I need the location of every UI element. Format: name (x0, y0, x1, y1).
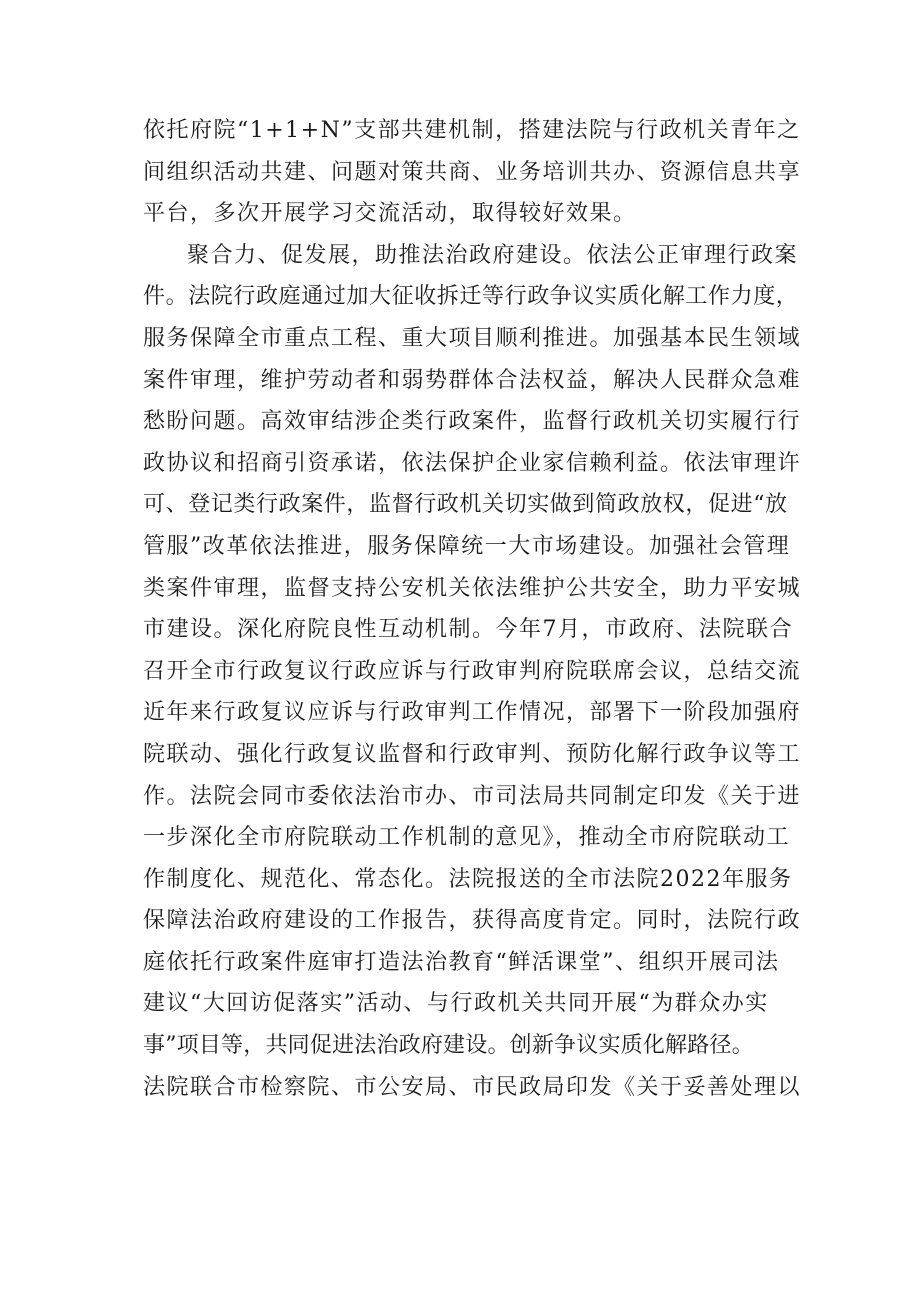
text-line: 依托府院“1+1+N”支部共建机制，搭建法院与行政机关青年之 (143, 118, 801, 143)
text-line: 保障法治政府建设的工作报告，获得高度肯定。同时，法院行政 (143, 908, 802, 934)
text-line: 建议“大回访促落实”活动、与行政机关共同开展“为群众办实 (143, 991, 769, 1017)
text-line: 服务保障全市重点工程、重大项目顺利推进。加强基本民生领域 (143, 325, 802, 351)
text-line: 类案件审理，监督支持公安机关依法维护公共安全，助力平安城 (143, 575, 802, 601)
body-text (143, 110, 803, 1108)
text-line: 法院联合市检察院、市公安局、市民政局印发《关于妥善处理以 (143, 1074, 802, 1100)
text-line: 召开全市行政复议行政应诉与行政审判府院联席会议，总结交流 (143, 658, 802, 684)
text-line: 作。法院会同市委依法治市办、市司法局共同制定印发《关于进 (143, 783, 802, 809)
text-line: 件。法院行政庭通过加大征收拆迁等行政争议实质化解工作力度， (143, 284, 799, 310)
text-line: 管服”改革依法推进，服务保障统一大市场建设。加强社会管理 (143, 533, 791, 559)
text-line: 可、登记类行政案件，监督行政机关切实做到简政放权，促进“放 (143, 492, 788, 518)
text-line: 一步深化全市府院联动工作机制的意见》，推动全市府院联动工 (143, 825, 791, 851)
text-line: 市建设。深化府院良性互动机制。今年7月，市政府、法院联合 (143, 617, 793, 643)
text-line: 案件审理，维护劳动者和弱势群体合法权益，解决人民群众急难 (143, 367, 802, 393)
text-line: 事”项目等，共同促进法治政府建设。创新争议实质化解路径。 (143, 1033, 754, 1059)
text-line: 作制度化、规范化、常态化。法院报送的全市法院2022年服务 (143, 866, 793, 892)
text-line: 院联动、强化行政复议监督和行政审判、预防化解行政争议等工 (143, 741, 802, 767)
text-line: 平台，多次开展学习交流活动，取得较好效果。 (143, 201, 637, 227)
text-line: 近年来行政复议应诉与行政审判工作情况，部署下一阶段加强府 (143, 700, 802, 726)
text-line: 政协议和招商引资承诺，依法保护企业家信赖利益。依法审理许 (143, 450, 802, 476)
text-line: 愁盼问题。高效审结涉企类行政案件，监督行政机关切实履行行 (143, 409, 802, 435)
paragraph-start-line: 聚合力、促发展，助推法治政府建设。依法公正审理行政案 (187, 242, 799, 268)
text-line: 间组织活动共建、问题对策共商、业务培训共办、资源信息共享 (143, 159, 802, 185)
text-line: 庭依托行政案件庭审打造法治教育“鲜活课堂”、组织开展司法 (143, 949, 780, 975)
